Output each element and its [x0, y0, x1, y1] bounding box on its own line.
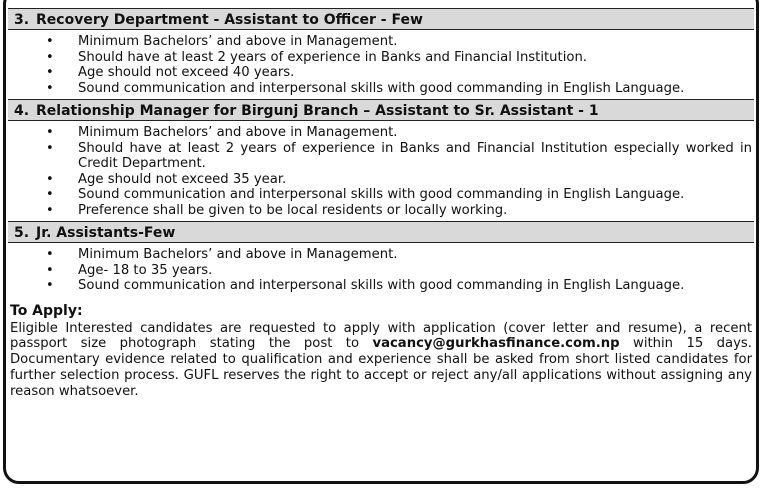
bullet-icon: •	[46, 140, 54, 156]
apply-text-after: within 15 days. Documentary evidence related to qualification and experience shall be asked from short listed candidates for further selection process. GUFL reserves the right to accept or reject any/all applications without assigning any reason whatsoever.	[10, 336, 752, 399]
list-item: • Age should not exceed 35 year.	[46, 171, 287, 187]
bullet-icon: •	[46, 49, 54, 65]
list-item: • Minimum Bachelors’ and above in Management.	[46, 34, 398, 49]
list-item: • Preference shall be given to be local residents or locally working.	[46, 202, 508, 218]
list-item: • Minimum Bachelors’ and above in Management.	[46, 125, 398, 140]
apply-heading: To Apply:	[10, 302, 83, 319]
list-item: • Age- 18 to 35 years.	[46, 262, 213, 278]
list-item: • Age should not exceed 40 years.	[46, 65, 295, 80]
apply-text-before: Eligible Interested candidates are requested to apply with application (cover letter and resume), a recent passport size photograph stating the post to	[10, 320, 752, 352]
list-item: • Minimum Bachelors’ and above in Management.	[46, 247, 398, 262]
section-5-number: 5.	[14, 225, 30, 241]
bullet-icon: •	[46, 187, 54, 202]
bullet-icon: •	[46, 171, 54, 187]
bullet-icon: •	[46, 247, 54, 262]
section-5-requirements	[8, 247, 754, 294]
section-3-heading	[8, 8, 754, 30]
list-item: • Should have at least 2 years of experience in Banks and Financial Institution especially worked in Credit Department.	[46, 140, 752, 171]
apply-instructions	[10, 321, 752, 400]
bullet-icon: •	[46, 34, 54, 49]
section-4-requirements	[8, 125, 754, 218]
section-3-title: Recovery Department - Assistant to Officer - Few	[36, 12, 423, 28]
bullet-icon: •	[46, 202, 54, 218]
list-item: • Sound communication and interpersonal skills with good commanding in English Language.	[46, 278, 685, 293]
bullet-icon: •	[46, 278, 54, 293]
section-4-heading	[8, 99, 754, 121]
bullet-icon: •	[46, 80, 54, 96]
section-3-number: 3.	[14, 12, 30, 28]
section-5-title: Jr. Assistants-Few	[36, 225, 176, 241]
bullet-icon: •	[46, 262, 54, 278]
section-5-heading	[8, 221, 754, 243]
list-item: • Sound communication and interpersonal skills with good commanding in English Language.	[46, 80, 685, 96]
bullet-icon: •	[46, 65, 54, 80]
section-4-title: Relationship Manager for Birgunj Branch – Assistant to Sr. Assistant - 1	[36, 103, 599, 119]
section-4-number: 4.	[14, 103, 30, 119]
section-3-requirements	[8, 34, 754, 96]
vacancy-notice	[8, 0, 754, 399]
list-item: • Sound communication and interpersonal skills with good commanding in English Language.	[46, 187, 685, 202]
bullet-icon: •	[46, 125, 54, 140]
list-item: • Should have at least 2 years of experience in Banks and Financial Institution.	[46, 49, 587, 65]
apply-email: vacancy@gurkhasfinance.com.np	[372, 336, 620, 352]
